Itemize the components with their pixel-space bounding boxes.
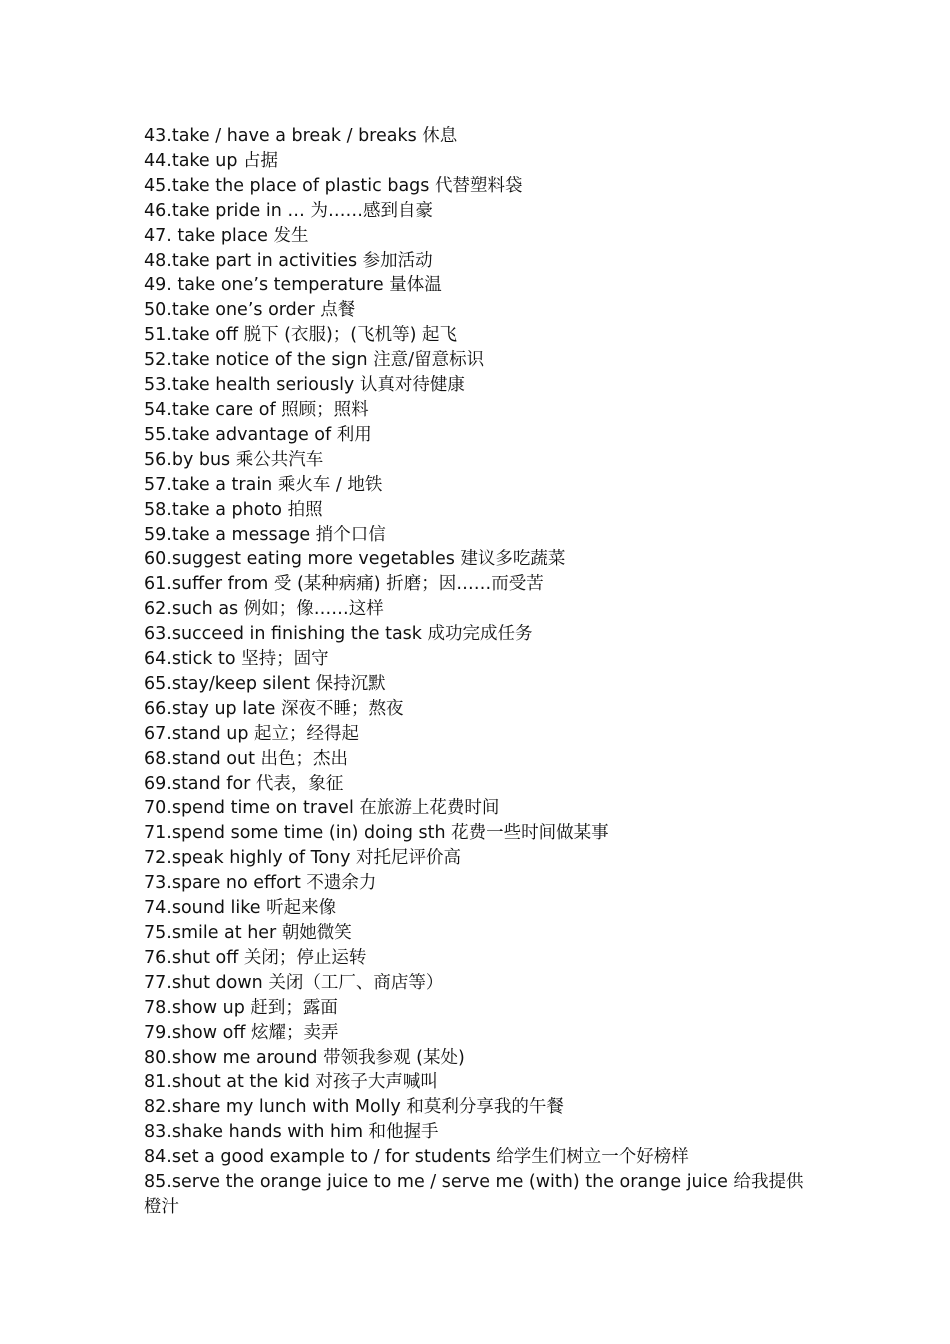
list-item: 47. take place 发生 [144,225,309,246]
list-item: 53.take health seriously 认真对待健康 [144,375,465,396]
list-item: 69.stand for 代表，象征 [144,773,344,794]
list-item: 48.take part in activities 参加活动 [144,250,433,271]
list-item: 83.shake hands with him 和他握手 [144,1122,439,1143]
list-item: 51.take off 脱下 (衣服)；(飞机等) 起飞 [144,325,458,346]
list-item: 68.stand out 出色；杰出 [144,748,349,769]
list-item: 44.take up 占据 [144,150,279,171]
list-item: 64.stick to 坚持；固守 [144,649,329,670]
list-item: 67.stand up 起立；经得起 [144,723,360,744]
list-item: 77.shut down 关闭（工厂、商店等） [144,972,444,993]
list-item: 66.stay up late 深夜不睡；熬夜 [144,698,404,719]
list-item: 60.suggest eating more vegetables 建议多吃蔬菜 [144,549,566,570]
list-item: 56.by bus 乘公共汽车 [144,449,324,470]
list-item: 74.sound like 听起来像 [144,898,337,919]
list-item: 76.shut off 关闭；停止运转 [144,947,367,968]
list-item: 85.serve the orange juice to me / serve me (with) the orange juice 给我提供橙汁 [144,1172,804,1217]
list-item: 81.shout at the kid 对孩子大声喊叫 [144,1072,438,1093]
list-item: 59.take a message 捎个口信 [144,524,386,545]
list-item: 65.stay/keep silent 保持沉默 [144,673,386,694]
list-item: 75.smile at her 朝她微笑 [144,923,352,943]
list-item: 62.such as 例如；像……这样 [144,599,384,620]
list-item: 80.show me around 带领我参观 (某处) [144,1047,465,1068]
list-item: 73.spare no effort 不遗余力 [144,873,377,894]
list-item: 78.show up 赶到；露面 [144,997,338,1018]
list-item: 61.suffer from 受 (某种病痛) 折磨；因……而受苦 [144,574,544,595]
list-item: 43.take / have a break / breaks 休息 [144,126,458,146]
list-item: 63.succeed in finishing the task 成功完成任务 [144,624,533,645]
list-item: 46.take pride in … 为……感到自豪 [144,200,433,221]
list-item: 79.show off 炫耀；卖弄 [144,1022,339,1043]
list-item: 70.spend time on travel 在旅游上花费时间 [144,798,500,819]
list-item: 45.take the place of plastic bags 代替塑料袋 [144,175,523,196]
list-item: 57.take a train 乘火车 / 地铁 [144,474,383,495]
list-item: 84.set a good example to / for students 给学生们树立一个好榜样 [144,1147,689,1168]
list-item: 82.share my lunch with Molly 和莫利分享我的午餐 [144,1097,564,1118]
list-item: 54.take care of 照顾；照料 [144,399,369,420]
list-item: 49. take one’s temperature 量体温 [144,275,442,296]
list-item: 52.take notice of the sign 注意/留意标识 [144,350,485,371]
list-item: 55.take advantage of 利用 [144,424,372,445]
list-item: 72.speak highly of Tony 对托尼评价高 [144,848,462,869]
list-item: 50.take one’s order 点餐 [144,300,356,321]
phrase-list [144,124,810,1220]
list-item: 71.spend some time (in) doing sth 花费一些时间做某事 [144,823,609,844]
list-item: 58.take a photo 拍照 [144,499,323,520]
